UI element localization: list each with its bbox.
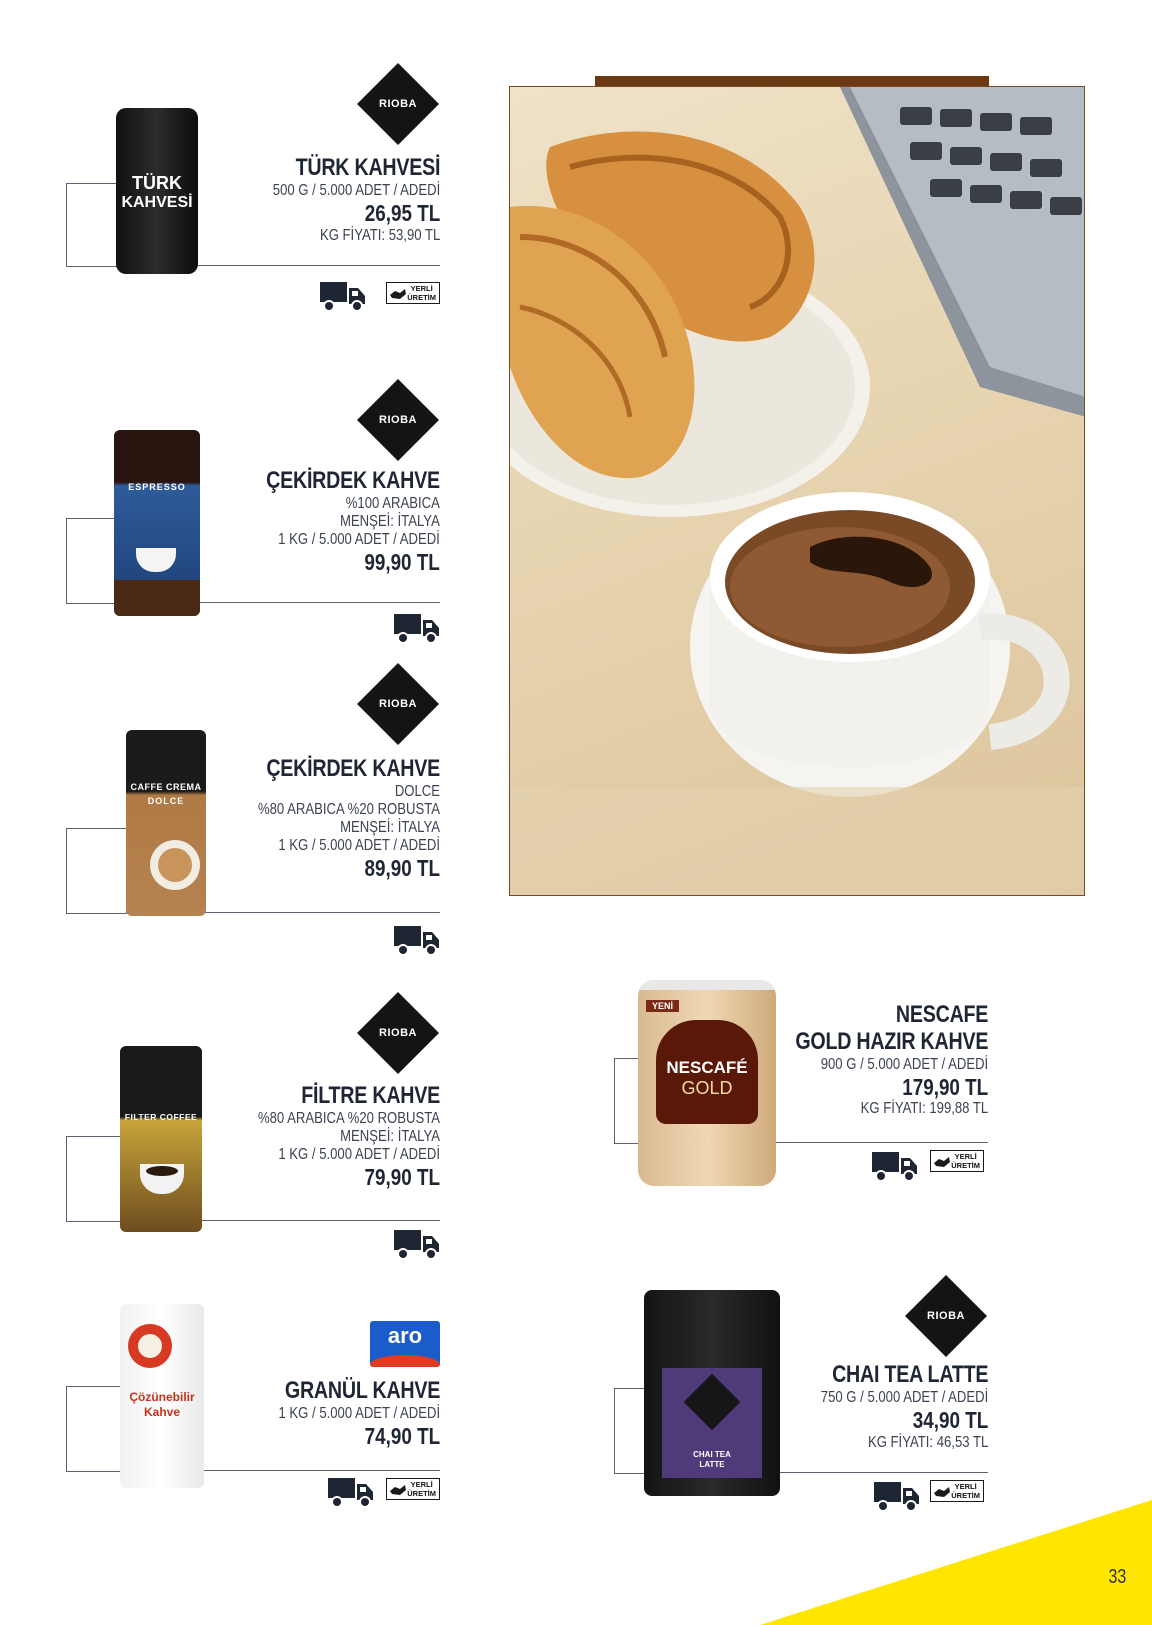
yerli-uretim-badge (930, 1480, 984, 1502)
kg-price: KG FİYATI: 53,90 TL (319, 226, 440, 244)
coffee-croissant-photo (509, 86, 1085, 896)
product-detail: 1 KG / 5.000 ADET / ADEDİ (278, 530, 440, 548)
badge-text: YERLİ (410, 1480, 433, 1489)
bag-label: FILTER COFFEE (124, 1112, 198, 1122)
truck-icon (328, 1476, 374, 1508)
product-info (243, 1378, 440, 1450)
yellow-corner-shape (700, 1500, 1152, 1625)
truck-icon (874, 1480, 920, 1512)
can-label: KAHVESİ (121, 194, 193, 211)
bag-label: DOLCE (147, 796, 185, 806)
rioba-logo: RIOBA (358, 993, 438, 1073)
product-detail: MENŞEİ: İTALYA (340, 818, 440, 836)
yerli-uretim-badge (386, 282, 440, 304)
product-title: GRANÜL KAHVE (284, 1377, 440, 1404)
product-detail: DOLCE (394, 782, 440, 800)
badge-text: ÜRETİM (407, 1489, 436, 1498)
product-info (218, 756, 440, 881)
product-title: NESCAFE (895, 1001, 988, 1028)
product-price: 89,90 TL (364, 854, 440, 881)
badge-text: ÜRETİM (951, 1491, 980, 1500)
product-frame (66, 1386, 127, 1472)
product-title: GOLD HAZIR KAHVE (795, 1027, 988, 1055)
product-detail: %100 ARABICA (345, 494, 440, 512)
product-detail: 1 KG / 5.000 ADET / ADEDİ (278, 1404, 440, 1422)
page-number: 33 (1108, 1566, 1126, 1588)
filter-coffee-bag (120, 1046, 202, 1232)
yerli-uretim-badge (386, 1478, 440, 1500)
product-detail: %80 ARABICA %20 ROBUSTA (257, 1109, 440, 1127)
product-price: 74,90 TL (364, 1422, 440, 1449)
can-label: TÜRK (132, 173, 182, 193)
truck-icon (320, 280, 366, 312)
bag-label: CAFFE CREMA (130, 782, 202, 792)
aro-logo: aro (370, 1321, 440, 1367)
truck-icon (872, 1150, 918, 1182)
espresso-bag (114, 430, 200, 616)
product-title: FİLTRE KAHVE (301, 1082, 440, 1109)
product-info (753, 1002, 988, 1118)
rioba-logo: RIOBA (906, 1276, 986, 1356)
truck-icon (394, 1228, 440, 1260)
product-info (228, 468, 440, 575)
product-detail: 900 G / 5.000 ADET / ADEDİ (820, 1055, 988, 1073)
product-detail: 1 KG / 5.000 ADET / ADEDİ (278, 1145, 440, 1163)
rioba-logo: RIOBA (358, 64, 438, 144)
truck-icon (394, 612, 440, 644)
product-price: 34,90 TL (912, 1406, 988, 1433)
truck-icon (394, 924, 440, 956)
rioba-logo: RIOBA (358, 380, 438, 460)
bag-label: LATTE (699, 1460, 725, 1469)
product-detail: MENŞEİ: İTALYA (340, 1127, 440, 1145)
caffe-crema-dolce-bag (126, 730, 206, 916)
product-info (218, 1083, 440, 1190)
product-detail: 500 G / 5.000 ADET / ADEDİ (272, 181, 440, 199)
bag-label: CHAI TEA (693, 1450, 731, 1459)
product-title: ÇEKİRDEK KAHVE (266, 755, 440, 782)
can-brand: NESCAFÉ (666, 1058, 748, 1077)
rioba-logo: RIOBA (358, 664, 438, 744)
badge-text: YERLİ (410, 284, 433, 293)
badge-text: ÜRETİM (951, 1161, 980, 1170)
product-detail: %80 ARABICA %20 ROBUSTA (257, 800, 440, 818)
product-price: 79,90 TL (364, 1163, 440, 1190)
badge-text: YERLİ (954, 1482, 977, 1491)
bag-label: ESPRESSO (128, 482, 186, 492)
can-brand: GOLD (681, 1078, 733, 1098)
product-price: 179,90 TL (902, 1073, 988, 1100)
product-detail: 1 KG / 5.000 ADET / ADEDİ (278, 836, 440, 854)
product-frame (66, 1136, 127, 1222)
yeni-tag: YENİ (646, 1000, 679, 1012)
product-info (784, 1362, 988, 1451)
product-detail: 750 G / 5.000 ADET / ADEDİ (820, 1388, 988, 1406)
granul-kahve-bag (120, 1304, 204, 1488)
product-price: 99,90 TL (364, 548, 440, 575)
product-frame (66, 828, 127, 914)
turk-kahvesi-can (116, 108, 198, 274)
product-title: ÇEKİRDEK KAHVE (266, 467, 440, 494)
badge-text: ÜRETİM (407, 293, 436, 302)
chai-tea-latte-bag (644, 1290, 780, 1496)
badge-text: YERLİ (954, 1152, 977, 1161)
yerli-uretim-badge (930, 1150, 984, 1172)
product-info (236, 155, 440, 244)
kg-price: KG FİYATI: 199,88 TL (860, 1100, 988, 1118)
kg-price: KG FİYATI: 46,53 TL (867, 1433, 988, 1451)
product-title: TÜRK KAHVESİ (295, 154, 440, 181)
product-price: 26,95 TL (364, 199, 440, 226)
bag-label: Kahve (143, 1405, 181, 1419)
product-title: CHAI TEA LATTE (831, 1361, 988, 1388)
bag-label: Çözünebilir (129, 1390, 195, 1404)
product-detail: MENŞEİ: İTALYA (340, 512, 440, 530)
